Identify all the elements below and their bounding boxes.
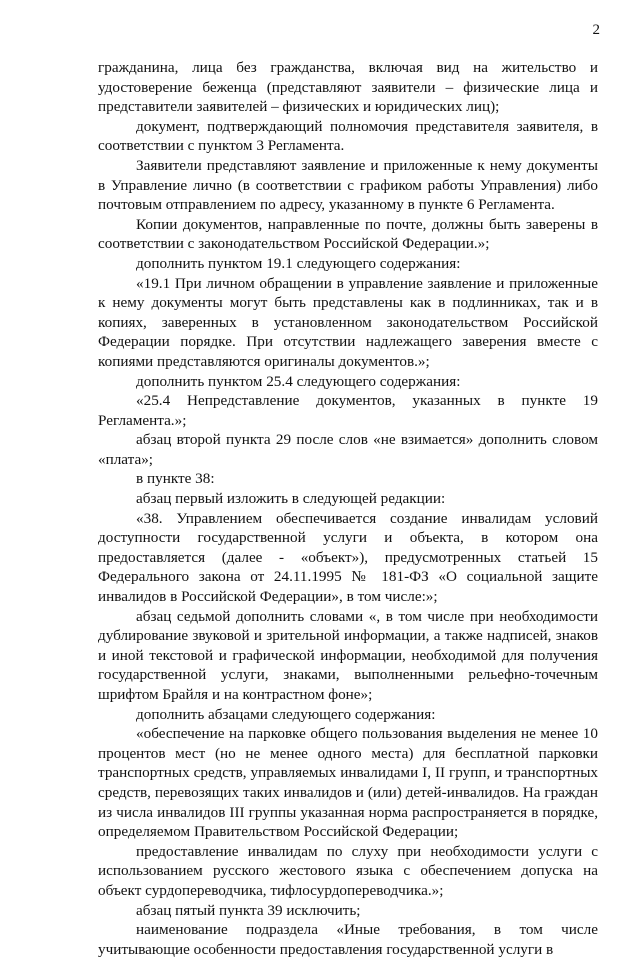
page-number: 2: [592, 22, 600, 38]
paragraph: предоставление инвалидам по слуху при необходимости услуги с использованием русского жестового языка с обеспечением допуска на объект сурдопереводчика, тифлосурдопереводчика.»;: [98, 842, 598, 899]
paragraph: Копии документов, направленные по почте, должны быть заверены в соответствии с законодательством Российской Федерации.»;: [98, 215, 598, 253]
paragraph: «25.4 Непредставление документов, указанных в пункте 19 Регламента.»;: [98, 392, 598, 429]
paragraph: «38. Управлением обеспечивается создание инвалидам условий доступности государственной услуги и объекта, в котором она предоставляется (далее - «объект»), предусмотренных статьей 15 Федерального закона от 24.11.1995 № 181-ФЗ «О социальной защите инвалидов в Российской Федерации», в том числе:»;: [98, 509, 598, 606]
paragraph: абзац седьмой дополнить словами «, в том числе при необходимости дублирование звуковой и зрительной информации, а также надписей, знаков и иной текстовой и графической информации, необходимой для получения государственной услуги, знаками, выполненными рельефно-точечным шрифтом Брайля и на контрастном фоне»;: [98, 607, 598, 703]
paragraph: Заявители представляют заявление и приложенные к нему документы в Управление лично (в соответствии с графиком работы Управления) либо почтовым отправлением по адресу, указанному в пункте 6 Регламента.: [98, 156, 598, 214]
paragraph: дополнить пунктом 25.4 следующего содержания:: [136, 372, 461, 390]
paragraph: «обеспечение на парковке общего пользования выделения не менее 10 процентов мест (но не менее одного места) для бесплатной парковки транспортных средств, управляемых инвалидами I, II групп, и транспортных средств, перевозящих таких инвалидов и (или) детей-инвалидов. На граждан из числа инвалидов III группы указанная норма распространяется в порядке, определяемом Правительством Российской Федерации;: [98, 725, 598, 841]
paragraph: наименование подраздела «Иные требования, в том числе учитывающие особенности предоставления государственной услуги в: [98, 921, 598, 958]
paragraph: дополнить пунктом 19.1 следующего содержания:: [136, 254, 461, 272]
paragraph: абзац пятый пункта 39 исключить;: [136, 901, 361, 919]
paragraph: документ, подтверждающий полномочия представителя заявителя, в соответствии с пунктом 3 Регламента.: [98, 117, 598, 155]
paragraph: абзац второй пункта 29 после слов «не взимается» дополнить словом «плата»;: [98, 431, 598, 468]
paragraph: дополнить абзацами следующего содержания:: [136, 705, 436, 723]
paragraph: «19.1 При личном обращении в управление заявление и приложенные к нему документы могут быть представлены как в подлинниках, так и в копиях, заверенных в установленном законодательством Российской Федерации порядке. При отсутствии надлежащего заверения вместе с копиями представляются оригиналы документов.»;: [98, 274, 598, 370]
document-body: [98, 58, 598, 959]
paragraph: гражданина, лица без гражданства, включая вид на жительство и удостоверение беженца (представляют заявители – физические лица и представители заявителей – физических и юридических лиц);: [98, 59, 598, 116]
paragraph: в пункте 38:: [136, 470, 215, 488]
paragraph: абзац первый изложить в следующей редакции:: [136, 490, 446, 508]
